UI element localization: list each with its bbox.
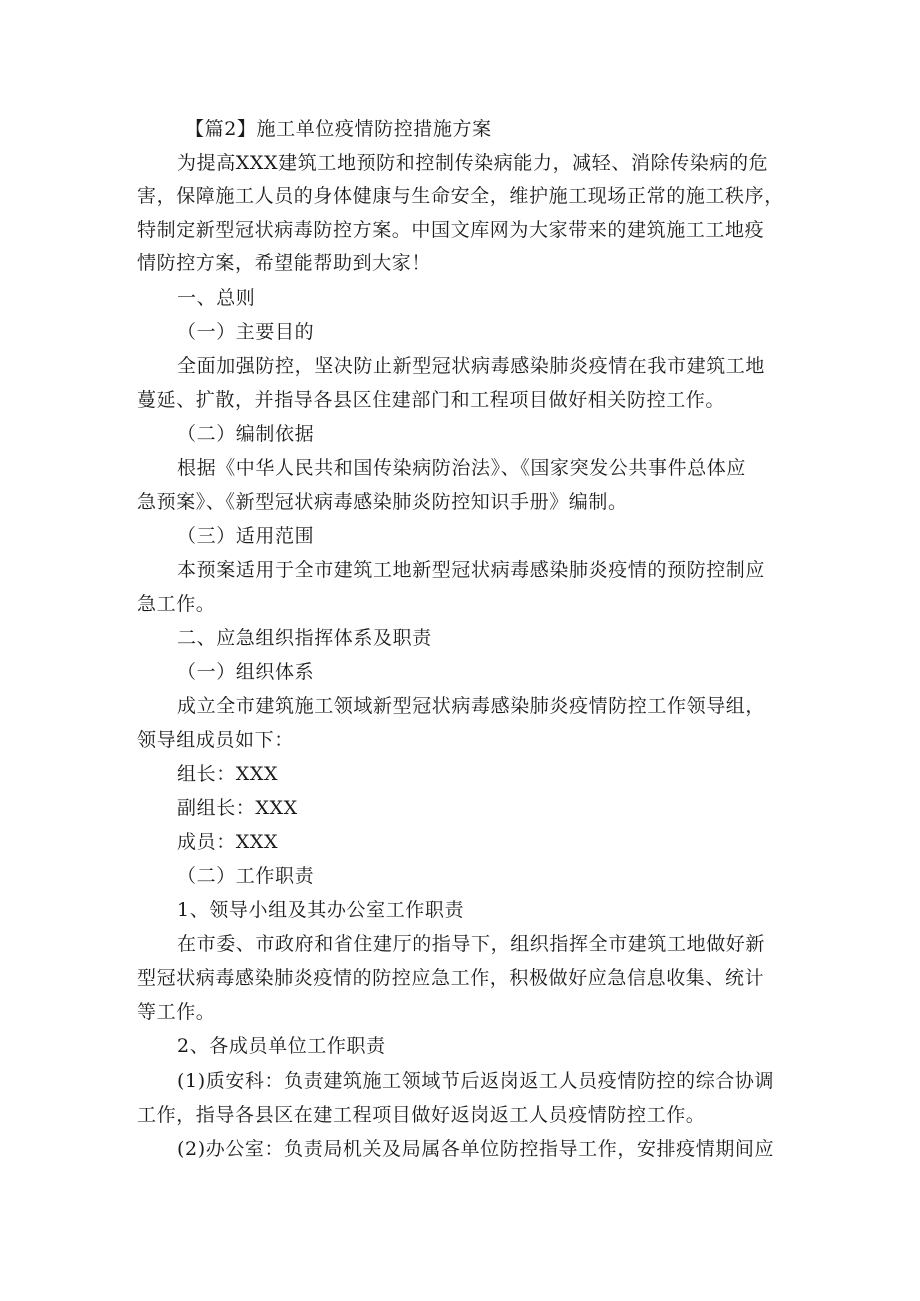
paragraph-line: 害，保障施工人员的身体健康与生命安全，维护施工现场正常的施工秩序， bbox=[137, 185, 784, 207]
section-heading: 二、应急组织指挥体系及职责 bbox=[177, 627, 432, 649]
subsection-heading: （一）组织体系 bbox=[177, 661, 315, 683]
paragraph-line: 急预案》、《新型冠状病毒感染肺炎防控知识手册》编制。 bbox=[137, 491, 628, 513]
paragraph-line: 型冠状病毒感染肺炎疫情的防控应急工作，积极做好应急信息收集、统计 bbox=[137, 967, 765, 989]
subsection-heading: 2、各成员单位工作职责 bbox=[177, 1035, 386, 1057]
member-line: 副组长：XXX bbox=[177, 797, 298, 819]
paragraph-line: 等工作。 bbox=[137, 1001, 216, 1023]
paragraph-line: 为提高XXX建筑工地预防和控制传染病能力，减轻、消除传染病的危 bbox=[177, 152, 769, 174]
paragraph-line: 全面加强防控，坚决防止新型冠状病毒感染肺炎疫情在我市建筑工地 bbox=[177, 355, 766, 377]
subsection-heading: 1、领导小组及其办公室工作职责 bbox=[177, 899, 465, 921]
paragraph-line: 领导组成员如下： bbox=[137, 729, 294, 751]
paragraph-line: (1)质安科：负责建筑施工领域节后返岗返工人员疫情防控的综合协调 bbox=[177, 1070, 775, 1092]
member-line: 成员：XXX bbox=[177, 831, 279, 853]
subsection-heading: （二）工作职责 bbox=[177, 865, 315, 887]
subsection-heading: （一）主要目的 bbox=[177, 321, 315, 343]
paragraph-line: 蔓延、扩散，并指导各县区住建部门和工程项目做好相关防控工作。 bbox=[137, 389, 726, 411]
paragraph-line: 特制定新型冠状病毒防控方案。中国文库网为大家带来的建筑施工工地疫 bbox=[137, 219, 765, 241]
paragraph-line: 本预案适用于全市建筑工地新型冠状病毒感染肺炎疫情的预防控制应 bbox=[177, 559, 766, 581]
subsection-heading: （三）适用范围 bbox=[177, 525, 315, 547]
paragraph-line: 成立全市建筑施工领域新型冠状病毒感染肺炎疫情防控工作领导组， bbox=[177, 695, 766, 717]
subsection-heading: （二）编制依据 bbox=[177, 423, 315, 445]
document-title: 【篇2】施工单位疫情防控措施方案 bbox=[185, 118, 492, 140]
paragraph-line: 情防控方案，希望能帮助到大家！ bbox=[137, 252, 432, 274]
paragraph-line: 根据《中华人民共和国传染病防治法》、《国家突发公共事件总体应 bbox=[177, 457, 747, 479]
paragraph-line: 工作，指导各县区在建工程项目做好返岗返工人员疫情防控工作。 bbox=[137, 1104, 706, 1126]
member-line: 组长：XXX bbox=[177, 763, 279, 785]
section-heading: 一、总则 bbox=[177, 287, 256, 309]
paragraph-line: (2)办公室：负责局机关及局属各单位防控指导工作，安排疫情期间应 bbox=[177, 1138, 775, 1160]
paragraph-line: 急工作。 bbox=[137, 593, 216, 615]
paragraph-line: 在市委、市政府和省住建厅的指导下，组织指挥全市建筑工地做好新 bbox=[177, 933, 766, 955]
